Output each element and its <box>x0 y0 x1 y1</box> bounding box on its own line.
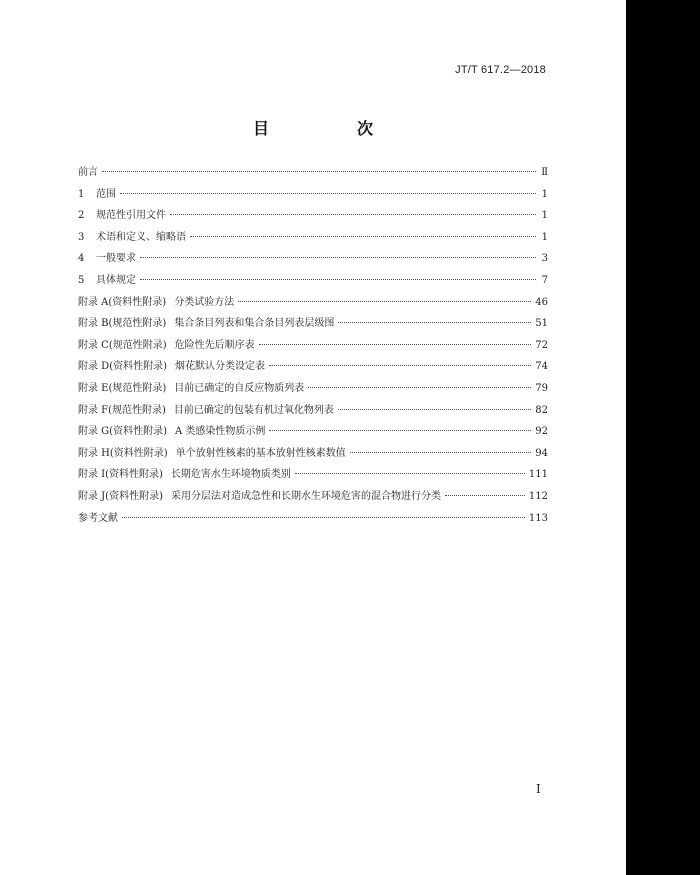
toc-entry-page-number: 111 <box>528 469 548 481</box>
toc-entry-page-number: 112 <box>528 490 548 502</box>
toc-entry-number: 4 <box>78 253 85 265</box>
toc-entry-description: 长期危害水生环境物质类别 <box>170 469 291 481</box>
toc-entry-page-number: 3 <box>541 253 548 265</box>
toc-entry[interactable] <box>78 486 548 508</box>
toc-entry-leader-dots <box>295 473 525 474</box>
toc-entry-description: 烟花默认分类设定表 <box>175 361 265 373</box>
toc-entry[interactable] <box>78 356 548 378</box>
toc-entry[interactable] <box>78 443 548 465</box>
toc-entry-label: 附录 C(规范性附录) <box>78 339 167 351</box>
toc-entry-label: 一般要求 <box>96 253 136 265</box>
toc-entry-label: 附录 G(资料性附录) <box>78 426 167 438</box>
toc-entry-page-number: 82 <box>535 404 548 416</box>
toc-entry-leader-dots <box>238 301 531 302</box>
toc-entry-page-number: 7 <box>541 274 548 286</box>
toc-entry-page-number: 1 <box>541 231 548 243</box>
toc-entry-number: 2 <box>78 210 85 222</box>
toc-entry-leader-dots <box>140 257 536 258</box>
toc-entry-leader-dots <box>350 452 532 453</box>
toc-entry-leader-dots <box>170 214 536 215</box>
toc-entry-page-number: 46 <box>535 296 548 308</box>
toc-entry-leader-dots <box>190 236 536 237</box>
toc-entry-label: 范围 <box>96 188 116 200</box>
toc-entry-leader-dots <box>122 517 525 518</box>
toc-entry-description: 目前已确定的自反应物质列表 <box>174 382 305 394</box>
toc-entry-description: 集合条目列表和集合条目列表层级图 <box>174 318 335 330</box>
toc-entry[interactable] <box>78 400 548 422</box>
toc-entry-number: 1 <box>78 188 85 200</box>
toc-entry-label: 附录 H(资料性附录) <box>78 447 168 459</box>
toc-entry-description: 目前已确定的包装有机过氧化物列表 <box>173 404 334 416</box>
toc-title: 目 次 <box>252 119 409 138</box>
document-code: JT/T 617.2—2018 <box>455 64 546 76</box>
toc-entry-number: 5 <box>78 274 85 286</box>
toc-entry-page-number: 51 <box>535 318 548 330</box>
toc-entry[interactable] <box>78 313 548 335</box>
toc-entry-page-number: 94 <box>535 447 548 459</box>
toc-entry-leader-dots <box>445 495 525 496</box>
toc-entry-leader-dots <box>269 430 531 431</box>
toc-entry-page-number: 113 <box>528 512 548 524</box>
toc-entry-description: A 类感染性物质示例 <box>174 426 266 438</box>
toc-entry-description: 单个放射性核素的基本放射性核素数值 <box>175 447 346 459</box>
toc-entry-description: 采用分层法对造成急性和长期水生环境危害的混合物进行分类 <box>171 490 441 502</box>
toc-entry-label: 附录 D(资料性附录) <box>78 361 167 373</box>
toc-entry-description: 危险性先后顺序表 <box>174 339 255 351</box>
toc-entry-page-number: 1 <box>541 210 548 222</box>
toc-entry-page-number: Ⅱ <box>541 167 548 178</box>
toc-entry[interactable] <box>78 248 548 270</box>
toc-entry-label: 附录 F(规范性附录) <box>78 404 166 416</box>
toc-entry[interactable] <box>78 162 548 184</box>
toc-entry[interactable] <box>78 184 548 206</box>
toc-entry-leader-dots <box>259 344 532 345</box>
toc-entry-description: 分类试验方法 <box>174 296 235 308</box>
toc-entry[interactable] <box>78 421 548 443</box>
toc-entry-label: 附录 A(资料性附录) <box>78 296 167 308</box>
toc-entry[interactable] <box>78 335 548 357</box>
table-of-contents <box>78 162 548 529</box>
toc-entry-leader-dots <box>102 171 536 172</box>
black-side-bar <box>626 0 700 875</box>
toc-entry-leader-dots <box>140 279 536 280</box>
toc-entry-label: 规范性引用文件 <box>96 210 166 222</box>
toc-entry-leader-dots <box>338 322 531 323</box>
toc-entry-page-number: 1 <box>541 188 548 200</box>
toc-entry-label: 具体规定 <box>96 274 136 286</box>
toc-entry[interactable] <box>78 508 548 530</box>
toc-entry[interactable] <box>78 205 548 227</box>
toc-entry-label: 附录 J(资料性附录) <box>78 490 163 502</box>
toc-entry-page-number: 92 <box>535 426 548 438</box>
toc-entry[interactable] <box>78 227 548 249</box>
toc-entry-leader-dots <box>120 193 536 194</box>
toc-entry-label: 前言 <box>78 167 98 178</box>
toc-entry-page-number: 79 <box>535 382 548 394</box>
toc-entry-number: 3 <box>78 231 85 243</box>
toc-entry-label: 附录 I(资料性附录) <box>78 469 163 481</box>
toc-entry-leader-dots <box>338 409 531 410</box>
toc-entry-label: 术语和定义、缩略语 <box>96 231 186 243</box>
toc-entry-leader-dots <box>308 387 531 388</box>
toc-entry[interactable] <box>78 292 548 314</box>
toc-entry-leader-dots <box>269 365 531 366</box>
toc-entry-label: 附录 E(规范性附录) <box>78 382 167 394</box>
toc-entry[interactable] <box>78 464 548 486</box>
toc-entry-label: 参考文献 <box>78 512 118 524</box>
toc-entry[interactable] <box>78 378 548 400</box>
toc-entry[interactable] <box>78 270 548 292</box>
toc-entry-page-number: 72 <box>535 339 548 351</box>
toc-entry-label: 附录 B(规范性附录) <box>78 318 167 330</box>
page-folio: Ⅰ <box>536 782 541 796</box>
toc-entry-page-number: 74 <box>535 361 548 373</box>
